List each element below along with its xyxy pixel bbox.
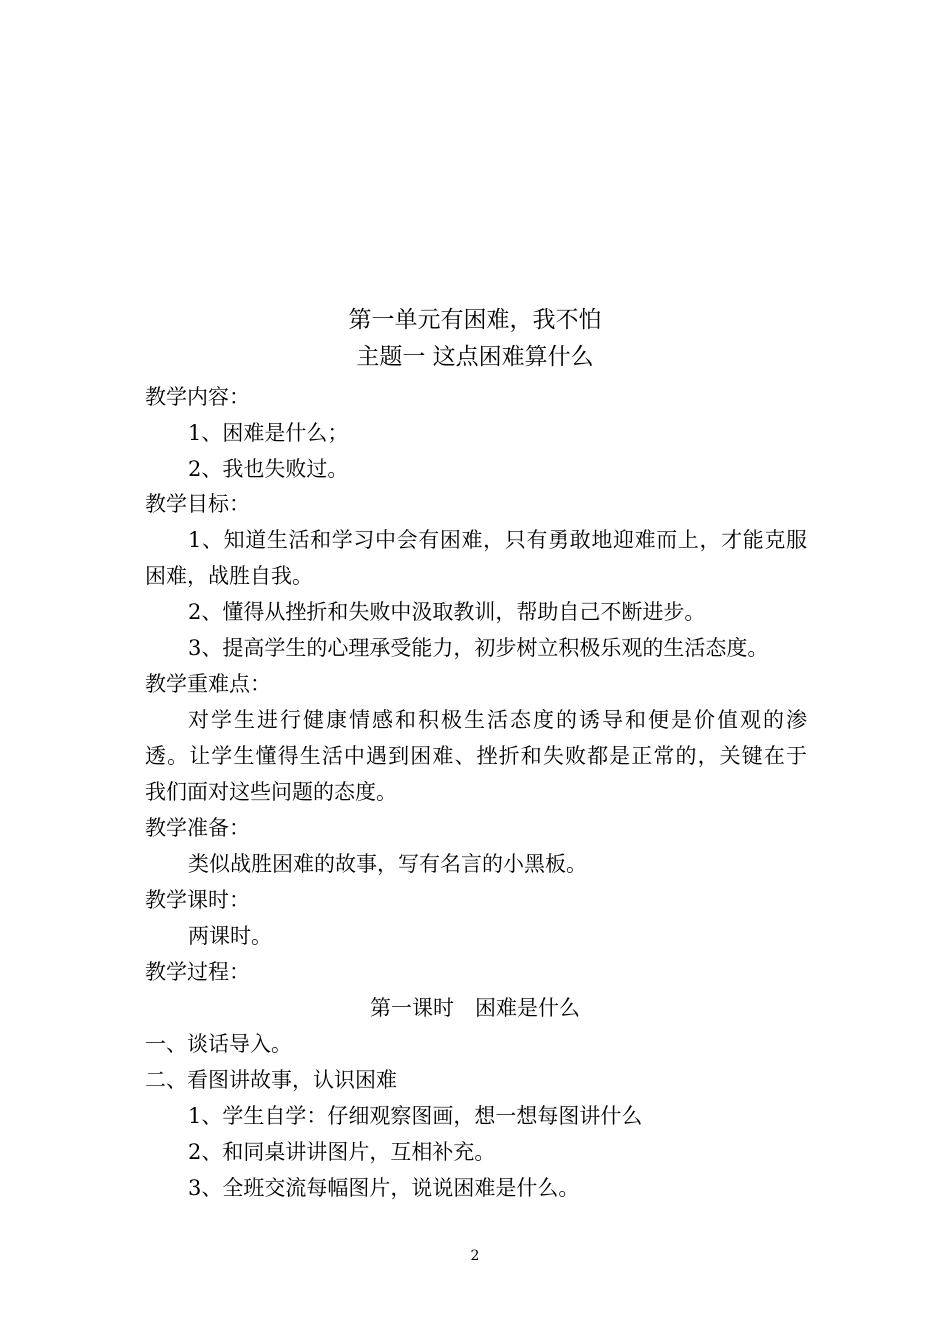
step-subitem: 1、学生自学：仔细观察图画，想一想每图讲什么 [188, 1104, 643, 1128]
hours-text: 两课时。 [188, 924, 272, 948]
step-subitem: 2、和同桌讲讲图片，互相补充。 [188, 1140, 496, 1164]
lesson-title: 第一课时 困难是什么 [370, 996, 580, 1020]
goal-item: 3、提高学生的心理承受能力，初步树立积极乐观的生活态度。 [188, 636, 769, 660]
content-heading: 教学内容： [145, 385, 250, 409]
content-item: 2、我也失败过。 [188, 457, 349, 481]
goal-item: 1、知道生活和学习中会有困难，只有勇敢地迎难而上，才能克服 [188, 528, 807, 552]
key-heading: 教学重难点： [145, 672, 271, 696]
content-item: 1、困难是什么； [188, 421, 349, 445]
step-subitem: 3、全班交流每幅图片，说说困难是什么。 [188, 1176, 580, 1200]
prep-text: 类似战胜困难的故事，写有名言的小黑板。 [188, 852, 587, 876]
goal-item-cont: 困难，战胜自我。 [145, 564, 313, 588]
theme-subtitle: 主题一 这点困难算什么 [356, 344, 594, 370]
key-line: 我们面对这些问题的态度。 [145, 780, 397, 804]
step-item: 一、谈话导入。 [145, 1032, 292, 1056]
process-heading: 教学过程： [145, 960, 250, 984]
key-line: 透。让学生懂得生活中遇到困难、挫折和失败都是正常的，关键在于 [145, 744, 807, 768]
hours-heading: 教学课时： [145, 888, 250, 912]
unit-title: 第一单元有困难，我不怕 [348, 307, 602, 333]
key-line: 对学生进行健康情感和积极生活态度的诱导和便是价值观的渗 [188, 708, 807, 732]
step-item: 二、看图讲故事，认识困难 [145, 1068, 397, 1092]
page-number: 2 [470, 1248, 480, 1264]
goal-item: 2、懂得从挫折和失败中汲取教训，帮助自己不断进步。 [188, 600, 706, 624]
goals-heading: 教学目标： [145, 492, 250, 516]
prep-heading: 教学准备： [145, 816, 250, 840]
